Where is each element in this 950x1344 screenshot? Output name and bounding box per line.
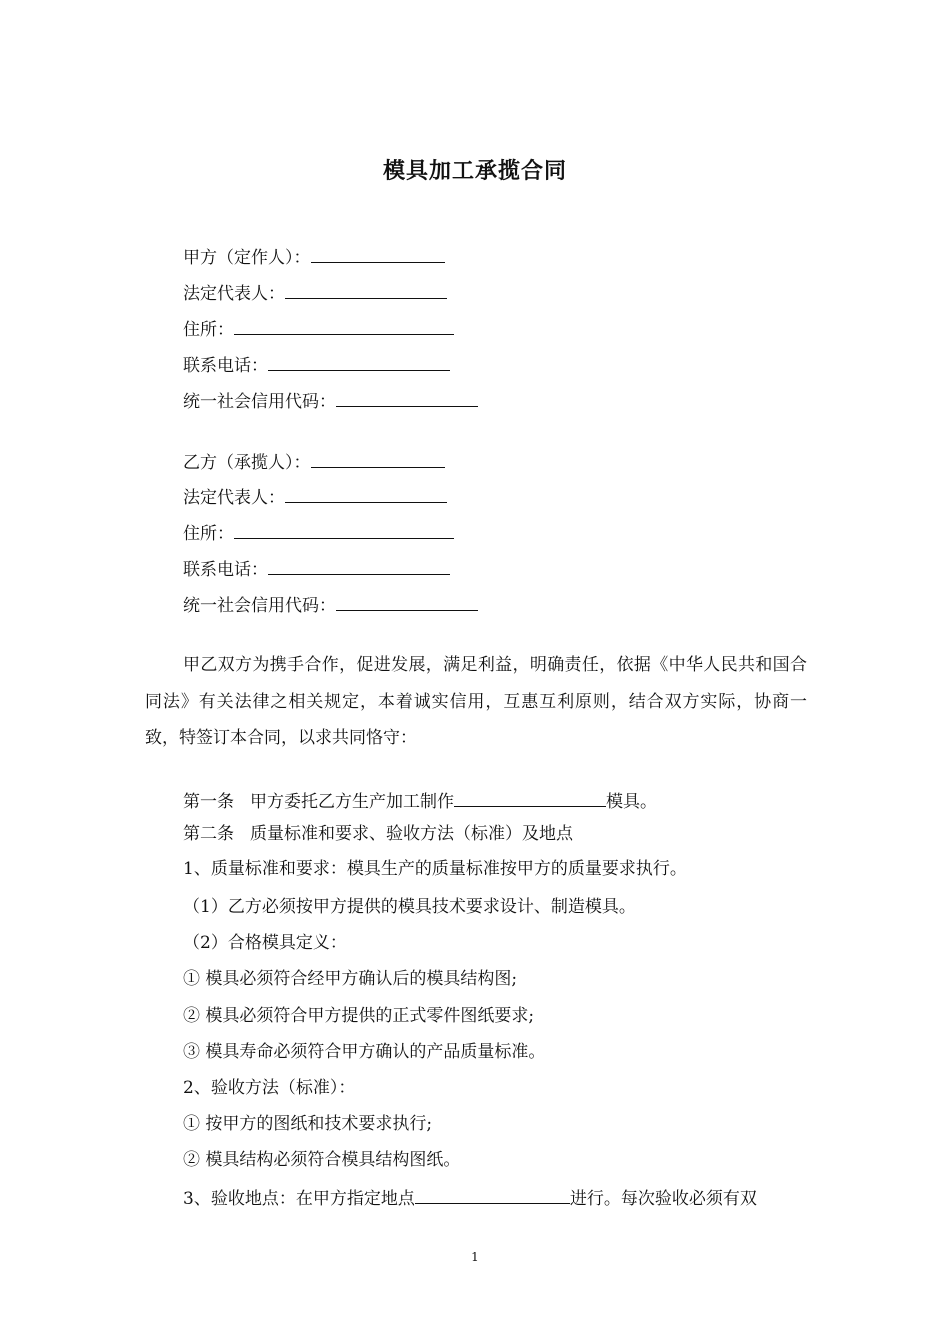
party-b-address-blank[interactable]	[234, 518, 454, 539]
party-a-credit-code-row	[183, 386, 478, 415]
article-1-mold-blank[interactable]	[454, 786, 606, 807]
party-b-name-row	[183, 447, 445, 476]
party-a-legal-rep-row	[183, 278, 447, 307]
party-a-name-row	[183, 242, 445, 271]
party-a-phone-blank[interactable]	[268, 350, 450, 371]
party-a-phone-label: 联系电话：	[183, 356, 268, 376]
party-b-name-blank[interactable]	[311, 447, 445, 468]
preamble-paragraph: 甲乙双方为携手合作，促进发展，满足利益，明确责任，依据《中华人民共和国合同法》有关法律之相关规定，本着诚实信用，互惠互利原则，结合双方实际，协商一致，特签订本合同，以求共同恪守：	[145, 655, 807, 748]
party-a-address-label: 住所：	[183, 320, 234, 340]
party-a-legal-rep-blank[interactable]	[285, 278, 447, 299]
party-a-name-blank[interactable]	[311, 242, 445, 263]
article-2-number: 第二条	[183, 824, 234, 844]
party-b-legal-rep-row	[183, 482, 447, 511]
article-2-text: 质量标准和要求、验收方法（标准）及地点	[250, 824, 573, 844]
party-b-legal-rep-label: 法定代表人：	[183, 488, 285, 508]
party-b-credit-code-blank[interactable]	[336, 590, 478, 611]
item-quality-b: ② 模具必须符合甲方提供的正式零件图纸要求;	[183, 1006, 535, 1026]
item-place-blank[interactable]	[415, 1183, 570, 1204]
page-number: 1	[471, 1250, 479, 1264]
item-place-before: 3、验收地点：在甲方指定地点	[183, 1189, 415, 1209]
article-2	[183, 821, 573, 847]
party-b-credit-code-label: 统一社会信用代码：	[183, 596, 336, 616]
document-title: 模具加工承揽合同	[382, 158, 567, 184]
party-a-credit-code-label: 统一社会信用代码：	[183, 392, 336, 412]
party-b-phone-blank[interactable]	[268, 554, 450, 575]
article-1	[183, 786, 657, 815]
party-b-phone-row	[183, 554, 450, 583]
party-a-credit-code-blank[interactable]	[336, 386, 478, 407]
party-b-credit-code-row	[183, 590, 478, 619]
party-b-phone-label: 联系电话：	[183, 560, 268, 580]
article-1-text-before: 甲方委托乙方生产加工制作	[250, 792, 454, 812]
party-b-address-row	[183, 518, 454, 547]
party-b-address-label: 住所：	[183, 524, 234, 544]
article-1-number: 第一条	[183, 792, 234, 812]
item-method-b: ② 模具结构必须符合模具结构图纸。	[183, 1150, 461, 1170]
item-method: 2、验收方法（标准）：	[183, 1078, 356, 1098]
party-a-legal-rep-label: 法定代表人：	[183, 284, 285, 304]
party-a-phone-row	[183, 350, 450, 379]
article-1-text-after: 模具。	[606, 792, 657, 812]
item-place-after: 进行。每次验收必须有双	[569, 1189, 757, 1209]
party-a-address-row	[183, 314, 454, 343]
party-b-name-label: 乙方（承揽人）：	[183, 453, 311, 473]
item-method-a: ① 按甲方的图纸和技术要求执行;	[183, 1114, 433, 1134]
party-a-address-blank[interactable]	[234, 314, 454, 335]
item-quality-a: ① 模具必须符合经甲方确认后的模具结构图;	[183, 969, 518, 989]
party-a-name-label: 甲方（定作人）：	[183, 248, 311, 268]
item-quality-1: （1）乙方必须按甲方提供的模具技术要求设计、制造模具。	[183, 897, 636, 917]
item-place	[183, 1183, 757, 1212]
item-quality-2: （2）合格模具定义：	[183, 933, 347, 953]
item-quality-c: ③ 模具寿命必须符合甲方确认的产品质量标准。	[183, 1042, 546, 1062]
item-quality: 1、质量标准和要求：模具生产的质量标准按甲方的质量要求执行。	[183, 859, 687, 879]
party-b-legal-rep-blank[interactable]	[285, 482, 447, 503]
